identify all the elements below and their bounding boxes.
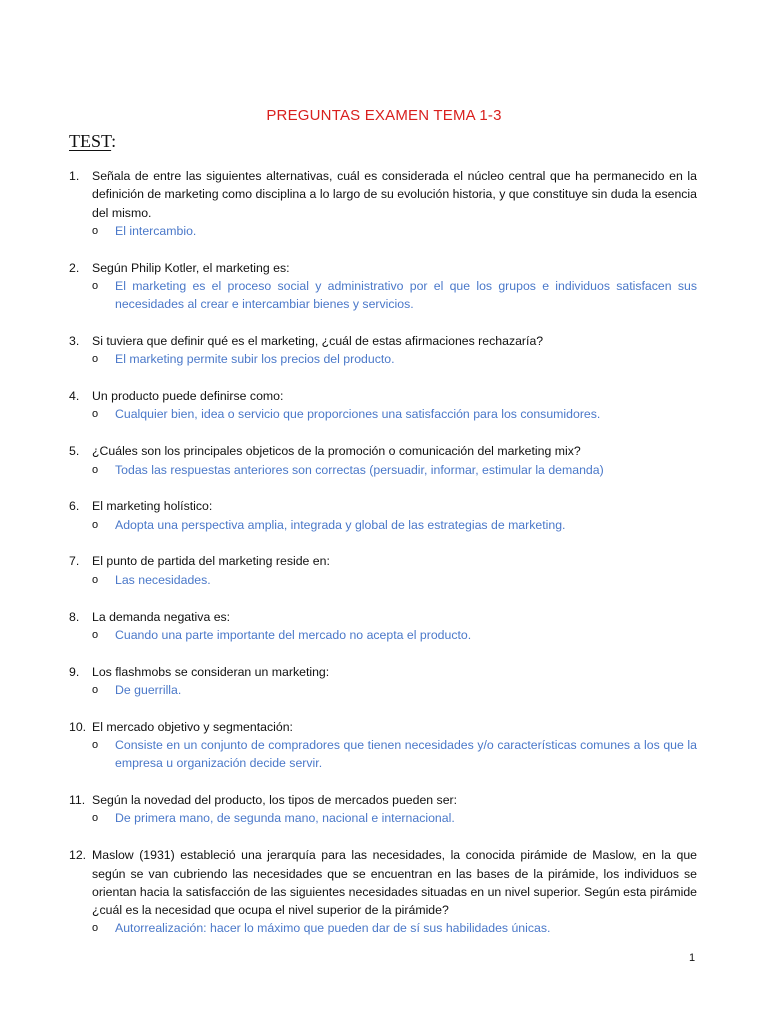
question-item [69, 552, 697, 589]
answer-text: Cuando una parte importante del mercado no acepta el producto. [115, 627, 472, 642]
answer-item [92, 405, 697, 423]
question-item [69, 332, 697, 369]
section-heading-colon: : [111, 131, 117, 151]
question-text: Si tuviera que definir qué es el marketing, ¿cuál de estas afirmaciones rechazaría? [92, 334, 544, 349]
bullet-icon: o [92, 812, 99, 825]
answer-item [92, 571, 697, 589]
answer-item [92, 222, 697, 240]
question-number: 2. [69, 260, 80, 275]
question-number: 5. [69, 444, 80, 459]
bullet-icon: o [92, 683, 99, 696]
bullet-icon: o [92, 353, 99, 366]
answer-item [92, 516, 697, 534]
answer-item [92, 809, 697, 827]
question-text: Señala de entre las siguientes alternativas, cuál es considerada el núcleo central que ha permanecido en la definición de marketing como disciplina a lo largo de su evolución historia, y que constituye sin duda la esencia del mismo. [92, 169, 697, 220]
question-number: 3. [69, 334, 80, 349]
bullet-icon: o [92, 463, 99, 476]
bullet-icon: o [92, 279, 99, 292]
question-number: 8. [69, 609, 80, 624]
answer-text: De primera mano, de segunda mano, nacional e internacional. [115, 811, 455, 826]
question-text: Los flashmobs se consideran un marketing: [92, 664, 330, 679]
bullet-icon: o [92, 922, 99, 935]
answer-text: Todas las respuestas anteriores son correctas (persuadir, informar, estimular la demanda) [115, 462, 604, 477]
answer-item [92, 461, 697, 479]
question-item [69, 663, 697, 700]
section-heading-label: TEST [69, 131, 112, 151]
answer-text: Las necesidades. [115, 572, 211, 587]
answer-text: Adopta una perspectiva amplia, integrada y global de las estrategias de marketing. [115, 517, 566, 532]
question-number: 7. [69, 554, 80, 569]
answer-item [92, 919, 697, 937]
question-number: 1. [69, 169, 80, 183]
question-list [69, 167, 697, 956]
answer-text: El marketing es el proceso social y administrativo por el que los grupos e individuos satisfacen sus necesidades al crear e intercambiar bienes y servicios. [115, 278, 697, 312]
question-item [69, 387, 697, 424]
answer-text: Consiste en un conjunto de compradores que tienen necesidades y/o características comunes a los que la empresa u organización decide servir. [115, 738, 697, 771]
answer-item [92, 626, 697, 644]
question-item [69, 608, 697, 645]
answer-item [92, 736, 697, 773]
bullet-icon: o [92, 224, 99, 237]
question-text: Un producto puede definirse como: [92, 389, 284, 404]
answer-text: El marketing permite subir los precios del producto. [115, 352, 395, 367]
question-text: El marketing holístico: [92, 499, 213, 514]
question-number: 6. [69, 499, 80, 514]
answer-item [92, 350, 697, 368]
answer-text: Cualquier bien, idea o servicio que proporciones una satisfacción para los consumidores. [115, 407, 601, 422]
question-item [69, 718, 697, 773]
bullet-icon: o [92, 573, 99, 586]
question-item [69, 259, 697, 314]
answer-item [92, 681, 697, 699]
question-item [69, 791, 697, 828]
document-title: PREGUNTAS EXAMEN TEMA 1-3 [266, 107, 502, 124]
section-heading [69, 131, 116, 152]
bullet-icon: o [92, 408, 99, 421]
page-number: 1 [689, 952, 696, 964]
question-text: Según la novedad del producto, los tipos de mercados pueden ser: [92, 793, 458, 808]
question-text: Según Philip Kotler, el marketing es: [92, 260, 290, 275]
answer-text: El intercambio. [115, 223, 197, 238]
bullet-icon: o [92, 739, 99, 752]
question-item [69, 497, 697, 534]
question-text: ¿Cuáles son los principales objeticos de la promoción o comunicación del marketing mix? [92, 444, 581, 459]
question-text: La demanda negativa es: [92, 609, 231, 624]
question-item [69, 167, 697, 240]
question-number: 11. [69, 793, 86, 808]
question-text: El punto de partida del marketing reside en: [92, 554, 330, 569]
question-number: 12. [69, 848, 87, 863]
bullet-icon: o [92, 518, 99, 531]
question-text: El mercado objetivo y segmentación: [92, 719, 293, 734]
question-number: 4. [69, 389, 80, 404]
bullet-icon: o [92, 628, 99, 641]
answer-text: De guerrilla. [115, 682, 182, 697]
answer-item [92, 277, 697, 314]
question-item [69, 442, 697, 479]
question-number: 10. [69, 719, 87, 734]
question-number: 9. [69, 664, 80, 679]
question-item [69, 846, 697, 937]
question-text: Maslow (1931) estableció una jerarquía para las necesidades, la conocida pirámide de Maslow, en la que según se van cubriendo las necesidades que se encuentran en las bases de la pirámide, los individuos se orientan hacia la satisfacción de las siguientes necesidades situadas en un nivel superior. Según esta pirámide ¿cuál es la necesidad que ocupa el nivel superior de la pirámide? [92, 848, 697, 918]
answer-text: Autorrealización: hacer lo máximo que pueden dar de sí sus habilidades únicas. [115, 921, 551, 936]
